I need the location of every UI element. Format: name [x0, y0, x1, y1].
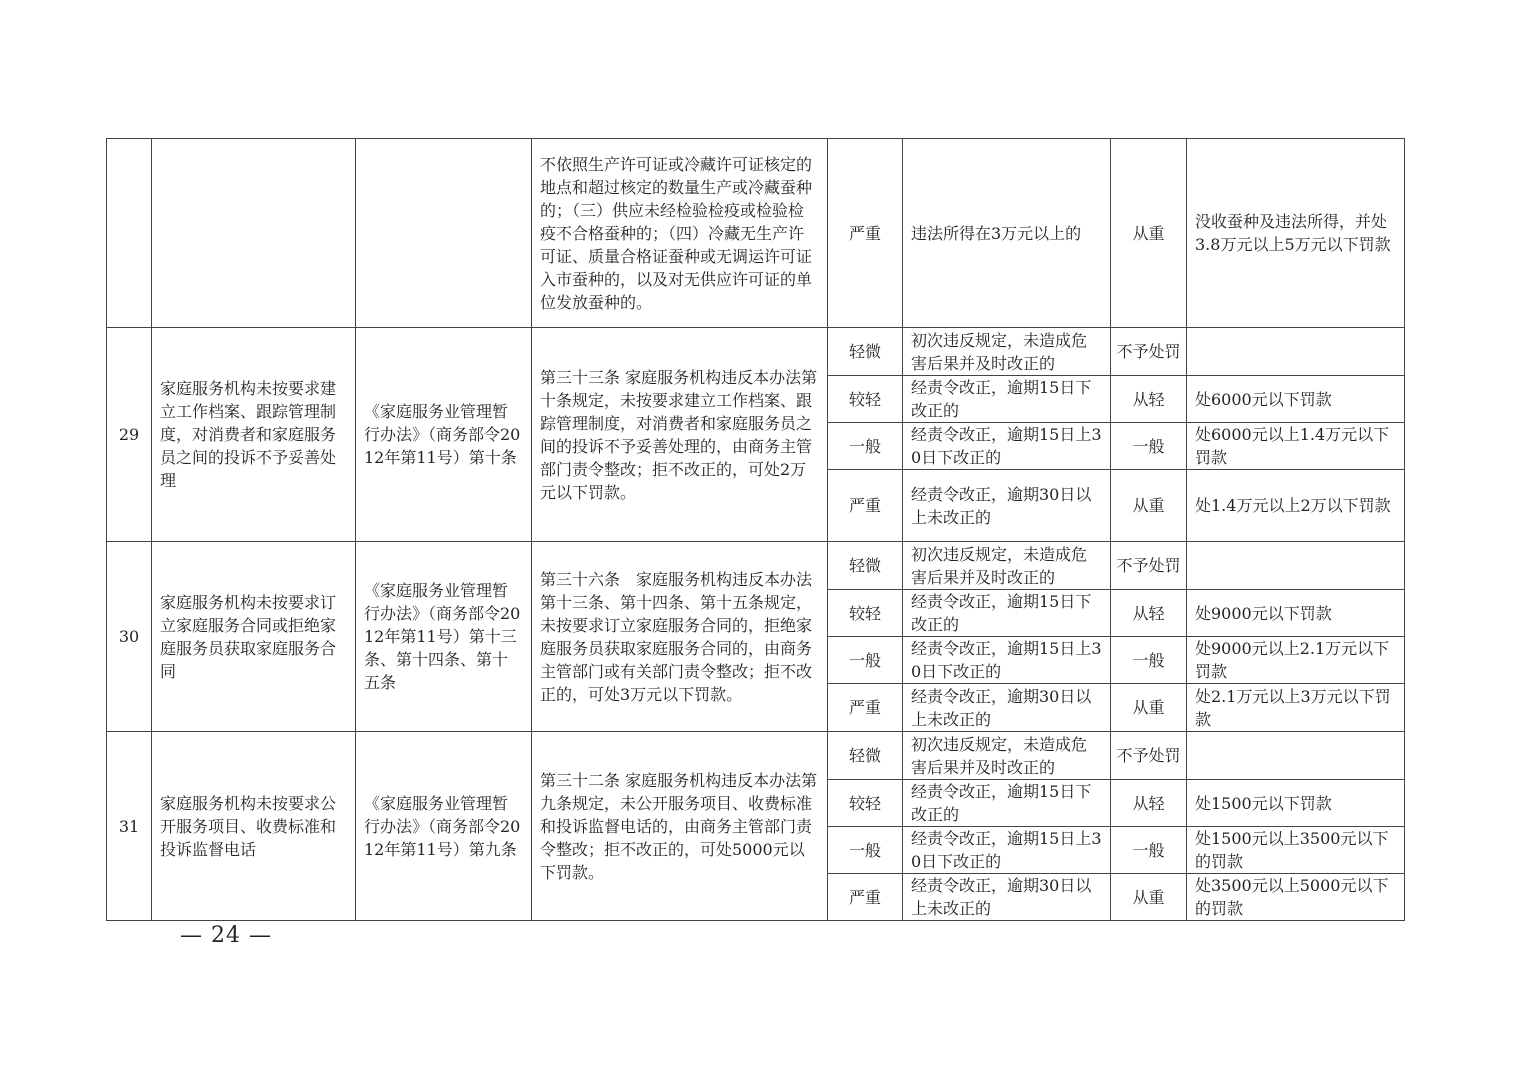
circumstance: 经责令改正，逾期15日上30日下改正的 [903, 423, 1111, 470]
penalty-basis: 第三十六条 家庭服务机构违反本办法第十三条、第十四条、第十五条规定，未按要求订立家庭服务合同的，拒绝家庭服务员获取家庭服务合同的，由商务主管部门或有关部门责令整改；拒不改正的，可处3万元以下罚款。 [532, 542, 828, 732]
penalty-standard: 处1.4万元以上2万以下罚款 [1187, 470, 1405, 542]
violation-item: 家庭服务机构未按要求建立工作档案、跟踪管理制度，对消费者和家庭服务员之间的投诉不予妥善处理 [152, 328, 356, 542]
table-row [107, 139, 1405, 328]
penalty-basis: 第三十三条 家庭服务机构违反本办法第十条规定，未按要求建立工作档案、跟踪管理制度，对消费者和家庭服务员之间的投诉不予妥善处理的，由商务主管部门责令整改；拒不改正的，可处2万元以下罚款。 [532, 328, 828, 542]
discretion-grade: 从轻 [1111, 376, 1187, 423]
circumstance: 经责令改正，逾期15日上30日下改正的 [903, 827, 1111, 874]
discretion-grade: 一般 [1111, 637, 1187, 684]
circumstance: 经责令改正，逾期30日以上未改正的 [903, 470, 1111, 542]
discretion-grade: 从重 [1111, 470, 1187, 542]
circumstance: 初次违反规定，未造成危害后果并及时改正的 [903, 328, 1111, 376]
circumstance: 违法所得在3万元以上的 [903, 139, 1111, 328]
severity-level: 较轻 [828, 590, 903, 637]
severity-level: 轻微 [828, 328, 903, 376]
severity-level: 严重 [828, 470, 903, 542]
penalty-standard [1187, 732, 1405, 780]
circumstance: 初次违反规定，未造成危害后果并及时改正的 [903, 542, 1111, 590]
discretion-grade: 从重 [1111, 684, 1187, 732]
penalty-standard: 处1500元以上3500元以下的罚款 [1187, 827, 1405, 874]
discretion-grade: 一般 [1111, 423, 1187, 470]
row-number [107, 139, 152, 328]
penalty-standard: 没收蚕种及违法所得，并处3.8万元以上5万元以下罚款 [1187, 139, 1405, 328]
page-number: — 24 — [180, 923, 272, 948]
severity-level: 一般 [828, 423, 903, 470]
table-row [107, 732, 1405, 780]
circumstance: 初次违反规定，未造成危害后果并及时改正的 [903, 732, 1111, 780]
table-row [107, 328, 1405, 376]
penalty-standard [1187, 542, 1405, 590]
severity-level: 较轻 [828, 376, 903, 423]
penalty-standard: 处9000元以上2.1万元以下罚款 [1187, 637, 1405, 684]
severity-level: 一般 [828, 827, 903, 874]
legal-reference: 《家庭服务业管理暂行办法》（商务部令2012年第11号）第十三条、第十四条、第十五条 [356, 542, 532, 732]
row-number: 31 [107, 732, 152, 921]
severity-level: 严重 [828, 684, 903, 732]
penalty-standard: 处2.1万元以上3万元以下罚款 [1187, 684, 1405, 732]
penalty-basis: 不依照生产许可证或冷藏许可证核定的地点和超过核定的数量生产或冷藏蚕种的；（三）供应未经检验检疫或检验检疫不合格蚕种的；（四）冷藏无生产许可证、质量合格证蚕种或无调运许可证入市蚕种的，以及对无供应许可证的单位发放蚕种的。 [532, 139, 828, 328]
penalty-standard [1187, 328, 1405, 376]
discretion-grade: 一般 [1111, 827, 1187, 874]
severity-level: 较轻 [828, 780, 903, 827]
severity-level: 轻微 [828, 732, 903, 780]
circumstance: 经责令改正，逾期15日下改正的 [903, 590, 1111, 637]
legal-reference: 《家庭服务业管理暂行办法》（商务部令2012年第11号）第九条 [356, 732, 532, 921]
discretion-grade: 不予处罚 [1111, 542, 1187, 590]
legal-reference [356, 139, 532, 328]
violation-item: 家庭服务机构未按要求公开服务项目、收费标准和投诉监督电话 [152, 732, 356, 921]
penalty-standard: 处1500元以下罚款 [1187, 780, 1405, 827]
violation-item: 家庭服务机构未按要求订立家庭服务合同或拒绝家庭服务员获取家庭服务合同 [152, 542, 356, 732]
legal-reference: 《家庭服务业管理暂行办法》（商务部令2012年第11号）第十条 [356, 328, 532, 542]
table-row [107, 542, 1405, 590]
penalty-discretion-table [106, 138, 1405, 921]
discretion-grade: 从轻 [1111, 780, 1187, 827]
discretion-grade: 从轻 [1111, 590, 1187, 637]
circumstance: 经责令改正，逾期15日上30日下改正的 [903, 637, 1111, 684]
discretion-grade: 从重 [1111, 139, 1187, 328]
discretion-grade: 不予处罚 [1111, 732, 1187, 780]
penalty-standard: 处9000元以下罚款 [1187, 590, 1405, 637]
circumstance: 经责令改正，逾期30日以上未改正的 [903, 684, 1111, 732]
circumstance: 经责令改正，逾期15日下改正的 [903, 376, 1111, 423]
severity-level: 一般 [828, 637, 903, 684]
circumstance: 经责令改正，逾期30日以上未改正的 [903, 874, 1111, 921]
discretion-grade: 从重 [1111, 874, 1187, 921]
row-number: 30 [107, 542, 152, 732]
circumstance: 经责令改正，逾期15日下改正的 [903, 780, 1111, 827]
severity-level: 严重 [828, 874, 903, 921]
penalty-standard: 处3500元以上5000元以下的罚款 [1187, 874, 1405, 921]
row-number: 29 [107, 328, 152, 542]
penalty-standard: 处6000元以上1.4万元以下罚款 [1187, 423, 1405, 470]
penalty-basis: 第三十二条 家庭服务机构违反本办法第九条规定，未公开服务项目、收费标准和投诉监督电话的，由商务主管部门责令整改；拒不改正的，可处5000元以下罚款。 [532, 732, 828, 921]
violation-item [152, 139, 356, 328]
discretion-grade: 不予处罚 [1111, 328, 1187, 376]
penalty-standard: 处6000元以下罚款 [1187, 376, 1405, 423]
severity-level: 轻微 [828, 542, 903, 590]
severity-level: 严重 [828, 139, 903, 328]
